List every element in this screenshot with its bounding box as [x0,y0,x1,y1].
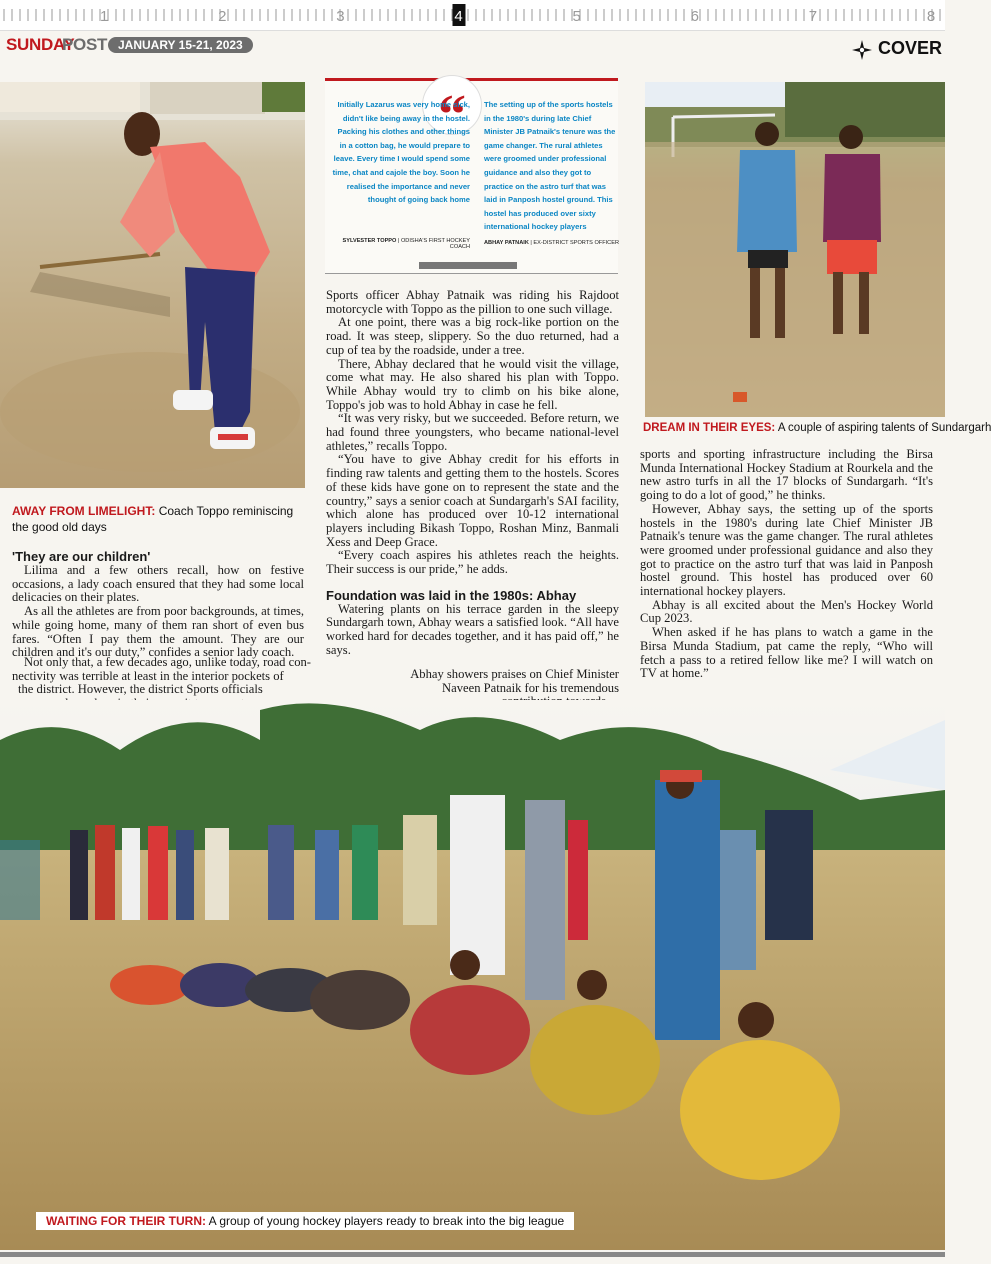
footer-rule [0,1252,945,1257]
ruler-number: 4 [454,8,463,25]
paragraph: sports and sporting infrastructure including the Birsa Munda International Hockey Stadium at Rourkela and the new astro turfs in all the 17 blocks of Sundargarh. “It's going to do a lot of good,” he thinks. [640,447,933,503]
paragraph: As all the athletes are from poor backgrounds, at times, while going home, many of them ran short of even bus fares. “Often I pay them the amount. They are our children and it's our duty,” confides a senior lady coach. [12,604,304,660]
paragraph: At one point, there was a big rock-like portion on the road. It was steep, slippery. So the duo returned, had a cup of tea by the roadside, under a tree. [326,315,619,357]
paragraph: “It was very risky, but we succeeded. Before return, we had found three youngsters, who became national-level athletes,” recalls Toppo. [326,411,619,453]
group-photo [0,700,945,1250]
article-column-3 [640,448,933,681]
quote-left-role: ODISHA'S FIRST HOCKEY COACH [400,238,470,250]
paragraph: “Every coach aspires his athletes reach the heights. Their success is our pride,” he adds. [326,548,619,577]
text-line: Not only that, a few decades ago, unlike today, road con- [24,655,311,669]
paragraph: There, Abhay declared that he would visit the village, come what may. He also shared his plan with Toppo. While Abhay would try to climb on his bike alone, Toppo's job was to hold Abhay in case he fell. [326,356,619,412]
coach-photo-caption [12,503,302,535]
ruler-number: 7 [808,8,818,25]
paragraph: Watering plants on his terrace garden in the sleepy Sundargarh town, Abhay wears a satisfied look. “All have worked hard for decades together, and it has paid off,” he says. [326,601,619,657]
brand-sunday: SUNDAY [6,35,75,54]
ruler-number: 3 [336,8,345,25]
caption-text: Coach Toppo reminiscing the good old days [12,504,294,534]
ruler-number: 1 [99,8,109,25]
compass-icon [852,40,872,60]
quote-left-attribution: SYLVESTER TOPPO | ODISHA'S FIRST HOCKEY COACH [342,238,470,250]
quote-right-text: The setting up of the sports hostels in the 1980's during late Chief Minister JB Patnaik's tenure was the game changer. The rural athletes were groomed under professional guidance and also they got to practice on the astro turf that was laid in Panposh hostel ground. This hostel has produced over sixty international hockey players [484,100,616,232]
ruler-number: 5 [572,8,581,25]
section-label: COVER [878,38,943,58]
brand-post: POST [62,35,108,54]
paragraph: Abhay is all excited about the Men's Hockey World Cup 2023. [640,597,933,626]
quote-divider-bar [419,262,517,269]
quote-left-text: Initially Lazarus was very home sick, didn't like being away in the hostel. Packing his clothes and other things in a cotton bag, he would prepare to leave. Every time I would spend some time, chat and cajole the boy. Soon he realised the importance and never thought of going back home [332,100,470,205]
paragraph: However, Abhay says, the setting up of the sports hostels in the 1980's during late Chief Minister JB Patnaik's tenure was the game changer. The rural athletes were groomed under professional guidance and also they got to practice on the astro turf that was laid in Panposh hostel ground. This hostel has produced over 60 international hockey players. [640,501,933,599]
paragraph: “You have to give Abhay credit for his efforts in finding raw talents and getting them to the hostels. Scores of these kids have gone on to represent the state and the country,” says a senior coach at Sundargarh's SAI facility, which alone has produced over 10-12 international players including Bikash Toppo, Roshan Minz, Banmali Xess and Deep Grace. [326,452,619,549]
quote-right-role: EX-DISTRICT SPORTS OFFICER [533,240,619,246]
issue-date: JANUARY 15-21, 2023 [108,37,253,53]
text-line: nectivity was terrible at least in the interior pockets of [12,668,284,683]
page-ruler [0,0,945,31]
subhead: Foundation was laid in the 1980s: Abhay [326,587,577,603]
coach-photo [0,82,305,488]
paragraph: Sports officer Abhay Patnaik was riding his Rajdoot motorcycle with Toppo as the pillion to one such village. [326,288,619,316]
ruler-number: 6 [690,8,699,25]
quote-mark-icon: “ [423,76,481,134]
group-photo-caption [36,1212,574,1230]
ruler-ticks [0,0,945,30]
article-column-2 [326,289,619,658]
caption-head: DREAM IN THEIR EYES: [643,422,776,434]
caption-head: WAITING FOR THEIR TURN: [46,1214,206,1228]
caption-text: A couple of aspiring talents of Sundargarh [777,422,991,434]
subhead: 'They are our children' [12,549,151,564]
text-line: Abhay showers praises on Chief Minister [410,667,619,681]
talents-photo [645,82,945,417]
quote-right-attribution: ABHAY PATNAIK | EX-DISTRICT SPORTS OFFICER [484,240,619,246]
quote-left-name: SYLVESTER TOPPO [342,238,397,244]
text-line: Naveen Patnaik for his tremendous [442,680,619,695]
paragraph: Lilima and a few others recall, how on festive occasions, a lady coach ensured that they had some local delicacies on their plates. [12,563,304,605]
quote-right-name: ABHAY PATNAIK [484,240,529,246]
caption-head: AWAY FROM LIMELIGHT: [12,504,156,518]
paragraph: When asked if he has plans to watch a game in the Birsa Munda Stadium, pat came the reply, “Who will fetch a pass to a retired fellow like me? I will watch on TV at home.” [640,625,933,681]
caption-text: A group of young hockey players ready to break into the big league [208,1214,565,1228]
ruler-number: 2 [218,8,227,25]
text-line: the district. However, the district Sports officials [18,682,263,697]
talents-photo-caption [643,420,991,436]
article-column-1 [12,549,304,660]
ruler-number: 8 [926,8,936,25]
